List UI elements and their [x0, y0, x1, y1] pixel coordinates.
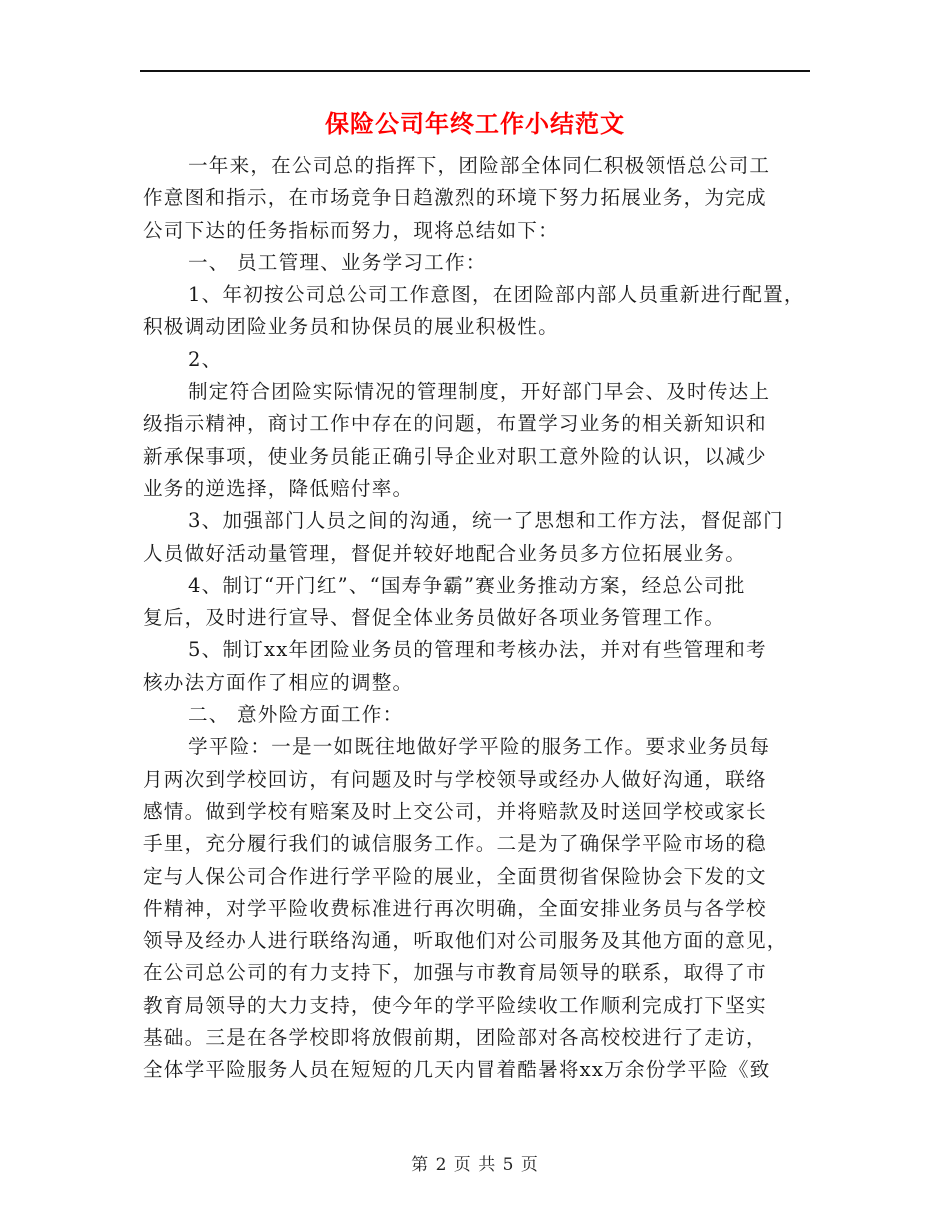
paragraph-line: 件精神，对学平险收费标准进行再次明确，全面安排业务员与各学校: [143, 896, 767, 920]
paragraph-line: 业务的逆选择，降低赔付率。: [143, 476, 414, 500]
paragraph-line: 级指示精神，商讨工作中存在的问题，布置学习业务的相关新知识和: [143, 412, 767, 436]
paragraph-line: 4、制订“开门红”、“国寿争霸”赛业务推动方案，经总公司批: [188, 573, 746, 597]
paragraph-line: 一年来，在公司总的指挥下，团险部全体同仁积极领悟总公司工: [188, 154, 771, 177]
paragraph-line: 1、年初按公司总公司工作意图，在团险部内部人员重新进行配置，: [188, 283, 805, 307]
paragraph-line: 人员做好活动量管理，督促并较好地配合业务员多方位拓展业务。: [143, 541, 747, 565]
paragraph-line: 教育局领导的大力支持，使今年的学平险续收工作顺利完成打下坚实: [143, 993, 767, 1017]
paragraph-line: 制定符合团险实际情况的管理制度，开好部门早会、及时传达上: [188, 380, 771, 404]
document-title: 保险公司年终工作小结范文: [325, 109, 625, 138]
paragraph-line: 3、加强部门人员之间的沟通，统一了思想和工作方法，督促部门: [188, 509, 784, 533]
header-rule: [140, 70, 810, 72]
page-number: 第 2 页 共 5 页: [411, 1155, 539, 1175]
paragraph-line: 5、制订xx年团险业务员的管理和考核办法，并对有些管理和考: [188, 638, 767, 662]
paragraph-line: 复后，及时进行宣导、督促全体业务员做好各项业务管理工作。: [143, 606, 726, 630]
paragraph-line: 公司下达的任务指标而努力，现将总结如下：: [143, 218, 559, 242]
document-body: [143, 150, 811, 1087]
paragraph-line: 领导及经办人进行联络沟通，听取他们对公司服务及其他方面的意见，: [143, 929, 788, 953]
paragraph-line: 手里，充分履行我们的诚信服务工作。二是为了确保学平险市场的稳: [143, 832, 767, 856]
paragraph-line: 全体学平险服务人员在短短的几天内冒着酷暑将xx万余份学平险《致: [143, 1058, 771, 1082]
paragraph-line: 定与人保公司合作进行学平险的展业，全面贯彻省保险协会下发的文: [143, 864, 767, 888]
section-heading: 二、 意外险方面工作：: [188, 703, 404, 727]
section-heading: 一、 员工管理、业务学习工作：: [188, 250, 487, 274]
paragraph-line: 新承保事项，使业务员能正确引导企业对职工意外险的认识，以减少: [143, 444, 767, 468]
paragraph-line: 感情。做到学校有赔案及时上交公司，并将赔款及时送回学校或家长: [143, 799, 767, 823]
paragraph-line: 作意图和指示，在市场竞争日趋激烈的环境下努力拓展业务，为完成: [143, 186, 767, 210]
paragraph-line: 基础。三是在各学校即将放假前期，团险部对各高校校进行了走访，: [143, 1026, 767, 1050]
paragraph-line: 月两次到学校回访，有问题及时与学校领导或经办人做好沟通，联络: [143, 767, 767, 791]
paragraph-line: 学平险：一是一如既往地做好学平险的服务工作。要求业务员每: [188, 735, 771, 759]
paragraph-line: 核办法方面作了相应的调整。: [143, 670, 414, 694]
paragraph-line: 2、: [188, 347, 223, 371]
paragraph-line: 积极调动团险业务员和协保员的展业积极性。: [143, 315, 559, 339]
paragraph-line: 在公司总公司的有力支持下，加强与市教育局领导的联系，取得了市: [143, 961, 767, 985]
